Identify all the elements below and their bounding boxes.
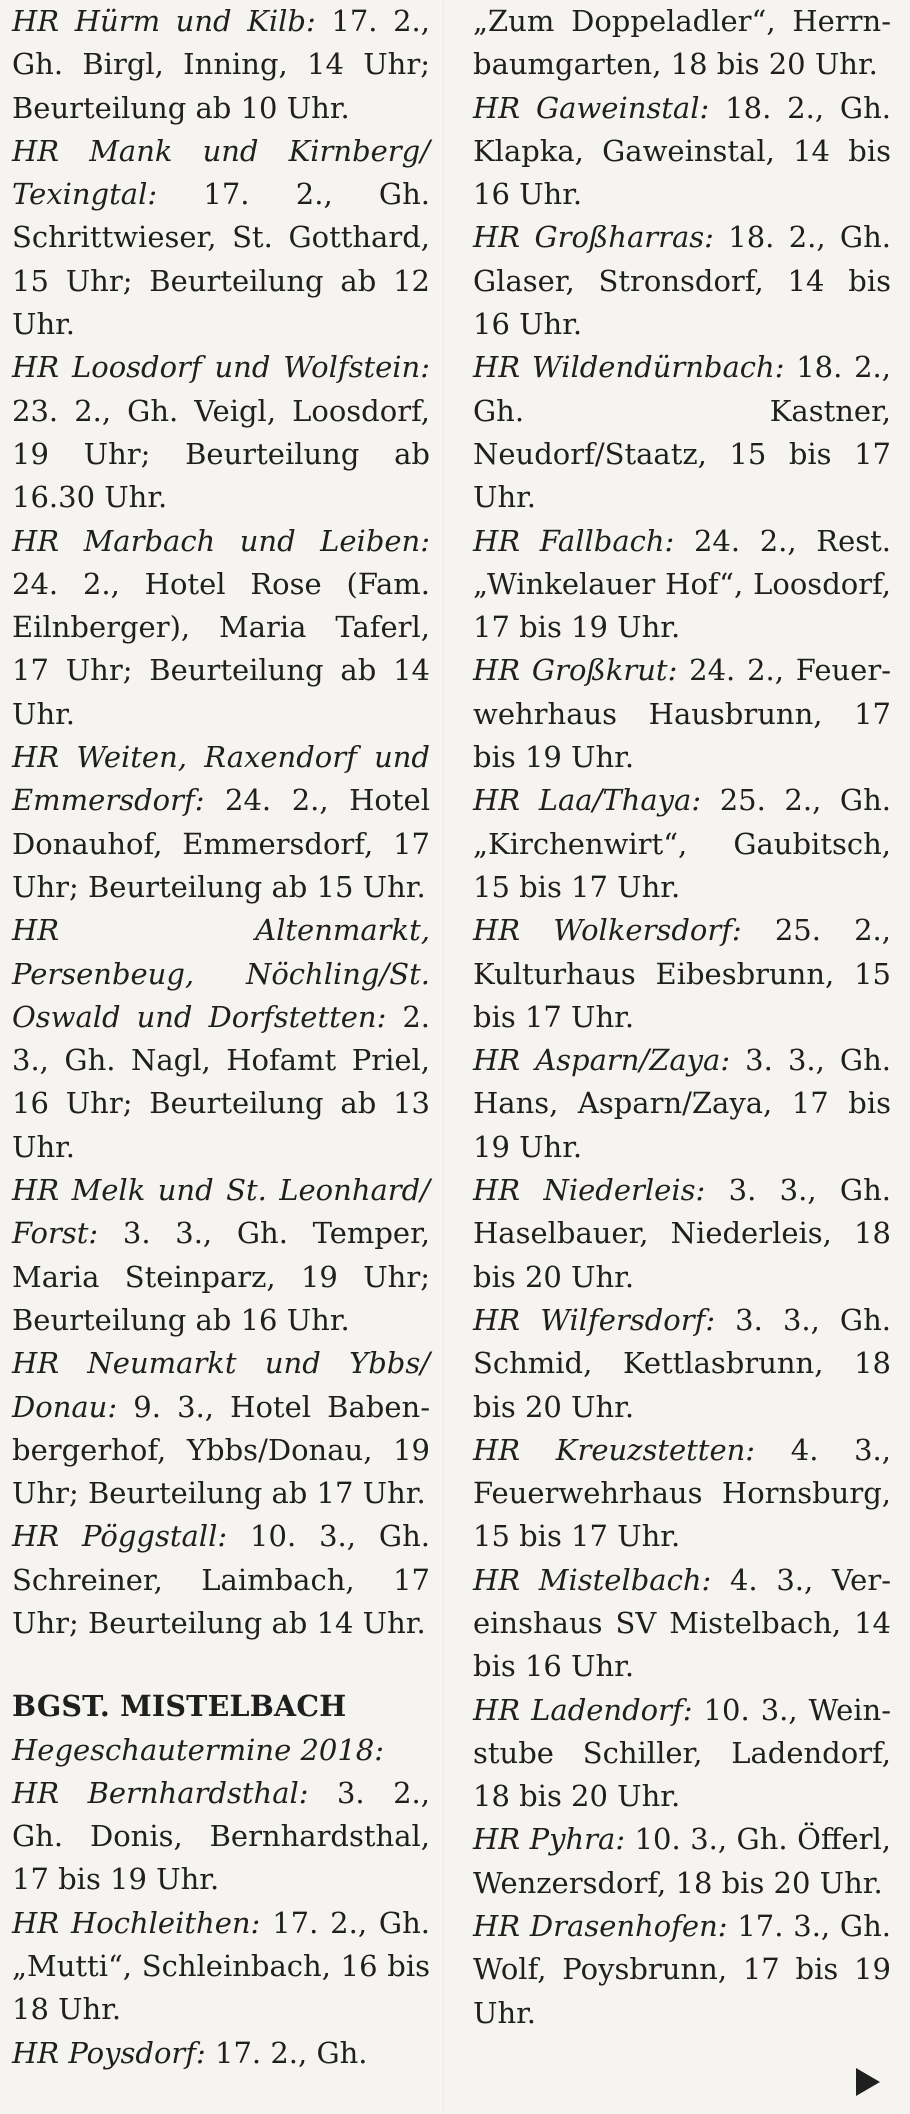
hunting-district-name: HR Asparn/Zaya: xyxy=(473,1043,731,1078)
event-details: 3. 3., Gh. Hans, Asparn/Zaya, 17 bis 19 Uhr. xyxy=(473,1043,891,1164)
hunting-district-name: HR Wolkersdorf: xyxy=(473,913,742,948)
event-details: 2. 3., Gh. Nagl, Hofamt Priel, 16 Uhr; Beurteilung ab 13 Uhr. xyxy=(12,999,431,1164)
hunting-district-name: HR Großkrut: xyxy=(473,653,678,688)
hunting-district-name: HR Pöggstall: xyxy=(12,1519,228,1554)
hunting-district-name: HR Altenmarkt, Persenbeug, Nöchling/St. Oswald und Dorfstetten: xyxy=(12,913,430,1034)
hunting-district-name: HR Marbach und Leiben: xyxy=(12,523,430,558)
hunting-district-name: HR Kreuzstetten: xyxy=(473,1432,756,1467)
hunting-district-name: HR Mistelbach: xyxy=(473,1562,712,1597)
event-details: 9. 3., Hotel Babenbergerhof, Ybbs/Donau, 19 Uhr; Beurteilung ab 17 Uhr. xyxy=(12,1389,430,1511)
event-details: 4. 3., Feuerwehrhaus Hornsburg, 15 bis 17 Uhr. xyxy=(473,1432,891,1554)
listing-entry xyxy=(473,1039,891,1169)
left-entries-top xyxy=(12,0,430,1645)
hunting-district-name: HR Hochleithen: xyxy=(12,1905,261,1940)
hunting-district-name: HR Niederleis: xyxy=(473,1173,706,1208)
listing-entry xyxy=(12,1169,430,1342)
hunting-district-name: HR Weiten, Raxendorf und Emmersdorf: xyxy=(12,740,430,818)
event-details: „Zum Doppeladler“, Herrnbaumgarten, 18 bis 20 Uhr. xyxy=(473,4,891,82)
listing-entry xyxy=(12,909,430,1169)
column-divider xyxy=(443,0,444,2114)
event-details: 24. 2., Hotel Donauhof, Emmersdorf, 17 Uhr; Beurteilung ab 15 Uhr. xyxy=(12,783,430,904)
hunting-district-name: HR Fallbach: xyxy=(473,523,675,558)
hunting-district-name: HR Großharras: xyxy=(473,220,714,255)
section-subheading: Hegeschautermine 2018: xyxy=(12,1732,385,1767)
left-entries-bottom xyxy=(12,1772,430,2075)
hunting-district-name: HR Drasenhofen: xyxy=(473,1909,728,1944)
listing-entry xyxy=(473,1169,891,1299)
event-details: 25. 2., Kulturhaus Eibesbrunn, 15 bis 17 Uhr. xyxy=(473,913,891,1034)
event-details: 25. 2., Gh. „Kirchenwirt“, Gaubitsch, 15 bis 17 Uhr. xyxy=(473,783,891,904)
listing-entry xyxy=(473,1429,891,1559)
event-details: 4. 3., Vereinshaus SV Mistelbach, 14 bis 16 Uhr. xyxy=(473,1562,891,1684)
event-details: 17. 3., Gh. Wolf, Poysbrunn, 17 bis 19 Uhr. xyxy=(473,1909,891,2030)
listing-entry xyxy=(473,1905,891,2035)
hunting-district-name: HR Loosdorf und Wolfstein: xyxy=(12,350,430,385)
hunting-district-name: HR Mank und Kirnberg/ Texingtal: xyxy=(12,133,430,212)
event-details: 18. 2., Gh. Klapka, Gaweinstal, 14 bis 16 Uhr. xyxy=(473,90,891,212)
event-details: 3. 3., Gh. Haselbauer, Niederleis, 18 bis 20 Uhr. xyxy=(473,1173,891,1294)
listing-entry xyxy=(12,130,430,346)
event-details: 23. 2., Gh. Veigl, Loosdorf, 19 Uhr; Beurteilung ab 16.30 Uhr. xyxy=(12,393,430,515)
listing-entry xyxy=(473,0,891,87)
listing-entry xyxy=(473,779,891,909)
listing-entry xyxy=(12,736,430,909)
event-details: 18. 2., Gh. Glaser, Stronsdorf, 14 bis 16 Uhr. xyxy=(473,220,891,342)
event-details: 17. 2., Gh. „Mutti“, Schleinbach, 16 bis 18 Uhr. xyxy=(12,1905,430,2027)
left-column xyxy=(12,0,430,2075)
hunting-district-name: HR Neumarkt und Ybbs/ Donau: xyxy=(12,1346,430,1424)
event-details: 18. 2., Gh. Kastner, Neudorf/Staatz, 15 bis 17 Uhr. xyxy=(473,350,891,515)
listing-entry xyxy=(473,216,891,346)
hunting-district-name: HR Wilfersdorf: xyxy=(473,1302,716,1337)
hunting-district-name: HR Pyhra: xyxy=(473,1822,626,1857)
hunting-district-name: HR Ladendorf: xyxy=(473,1692,693,1727)
hunting-district-name: HR Wildendürnbach: xyxy=(473,350,785,385)
listing-entry xyxy=(12,1342,430,1515)
event-details: 17. 2., Gh. Schrittwieser, St. Gotthard, 15 Uhr; Beurteilung ab 12 Uhr. xyxy=(12,177,430,342)
event-details: 17. 2., Gh. Birgl, Inning, 14 Uhr; Beurteilung ab 10 Uhr. xyxy=(12,4,430,125)
listing-entry xyxy=(12,346,430,519)
listing-entry xyxy=(473,1689,891,1819)
listing-entry xyxy=(12,1515,430,1645)
hunting-district-name: HR Hürm und Kilb: xyxy=(12,4,316,38)
event-details: 3. 3., Gh. Temper, Maria Steinparz, 19 Uhr; Beurteilung ab 16 Uhr. xyxy=(12,1216,430,1337)
event-details: 3. 2., Gh. Donis, Bernhardsthal, 17 bis 19 Uhr. xyxy=(12,1775,430,1897)
event-details: 24. 2., Feuerwehrhaus Hausbrunn, 17 bis 19 Uhr. xyxy=(473,653,891,775)
right-column xyxy=(473,0,891,2035)
listing-entry xyxy=(473,1299,891,1429)
listing-entry xyxy=(473,1818,891,1905)
event-details: 10. 3., Gh. Öfferl, Wenzersdorf, 18 bis 20 Uhr. xyxy=(473,1822,891,1900)
hunting-district-name: HR Melk und St. Leonhard/ Forst: xyxy=(12,1173,430,1251)
listing-entry xyxy=(12,1772,430,1902)
listing-entry xyxy=(12,520,430,736)
hunting-district-name: HR Gaweinstal: xyxy=(473,90,710,125)
event-details: 24. 2., Hotel Rose (Fam. Eilnberger), Maria Taferl, 17 Uhr; Beurteilung ab 14 Uhr. xyxy=(12,566,430,731)
triangle-right-icon xyxy=(856,2068,880,2096)
listing-entry xyxy=(473,909,891,1039)
section-heading: BGST. MISTELBACH xyxy=(12,1689,347,1724)
listing-entry xyxy=(473,520,891,650)
listing-entry xyxy=(473,346,891,519)
event-details: 17. 2., Gh. xyxy=(205,2035,368,2070)
section-gap xyxy=(12,1645,430,1685)
listing-entry xyxy=(473,1559,891,1689)
listing-entry xyxy=(12,2032,430,2075)
listing-entry xyxy=(473,649,891,779)
listing-entry xyxy=(473,87,891,217)
hunting-district-name: HR Bernhardsthal: xyxy=(12,1775,309,1810)
hunting-district-name: HR Laa/Thaya: xyxy=(473,783,702,818)
right-entries xyxy=(473,0,891,2035)
listing-entry xyxy=(12,0,430,130)
event-details: 24. 2., Rest. „Winkelauer Hof“, Loosdorf, 17 bis 19 Uhr. xyxy=(473,523,891,645)
hunting-district-name: HR Poysdorf: xyxy=(12,2035,206,2070)
event-details: 10. 3., Weinstube Schiller, Ladendorf, 18 bis 20 Uhr. xyxy=(473,1692,892,1814)
listing-entry xyxy=(12,1902,430,2032)
event-details: 3. 3., Gh. Schmid, Kettlasbrunn, 18 bis 20 Uhr. xyxy=(473,1302,891,1424)
event-details: 10. 3., Gh. Schreiner, Laimbach, 17 Uhr; Beurteilung ab 14 Uhr. xyxy=(12,1519,430,1640)
